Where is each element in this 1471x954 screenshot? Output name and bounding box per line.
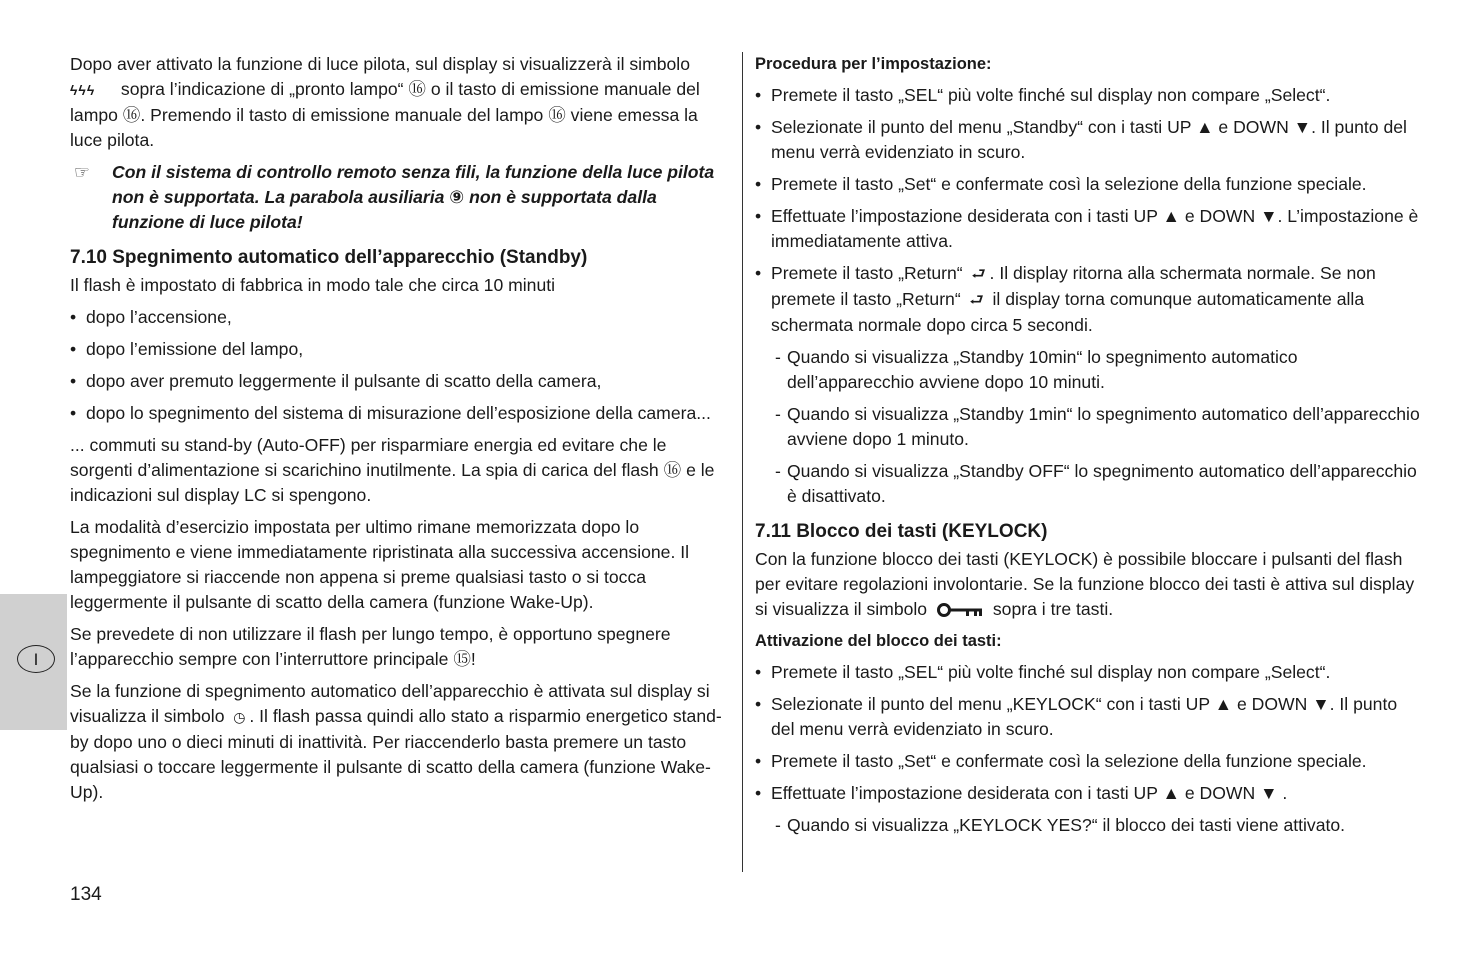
right-column — [755, 52, 1425, 845]
list-item: • Premete il tasto „SEL“ più volte finché sul display non compare „Select“. — [755, 83, 1425, 108]
list-item: - Quando si visualizza „KEYLOCK YES?“ il blocco dei tasti viene attivato. — [755, 813, 1425, 838]
list-item: • Premete il tasto „Set“ e confermate così la selezione della funzione speciale. — [755, 172, 1425, 197]
list-item: • Selezionate il punto del menu „KEYLOCK“ con i tasti UP ▲ e DOWN ▼. Il punto del menu verrà evidenziato in scuro. — [755, 692, 1425, 742]
left-column — [70, 52, 730, 812]
list-item: • Premete il tasto „Set“ e confermate così la selezione della funzione speciale. — [755, 749, 1425, 774]
memory-paragraph: La modalità d’esercizio impostata per ultimo rimane memorizzata dopo lo spegnimento e viene immediatamente ripristinata alla successiva accensione. Il lampeggiatore si riaccende non appena si preme qualsiasi tasto o si tocca leggermente il pulsante di scatto della camera (funzione Wake-Up). — [70, 517, 690, 612]
timer-icon: ◷ — [233, 709, 246, 725]
auto-off-paragraph: ... commuti su stand-by (Auto-OFF) per risparmiare energia ed evitare che le sorgenti d’alimentazione si scarichino inutilmente. La spia di carica del flash ⑯ e le indicazioni sul display LC si spengono. — [70, 435, 715, 505]
note: ☞ Con il sistema di controllo remoto senza fili, la funzione della luce pilota non è supportata. La parabola ausiliaria ⑨ non è supportata dalla funzione di luce pilota! — [74, 162, 715, 232]
list-item: - Quando si visualizza „Standby OFF“ lo spegnimento automatico dell’apparecchio è disattivato. — [755, 459, 1425, 509]
list-item: • dopo l’emissione del lampo, — [70, 337, 730, 362]
section-heading-keylock: 7.11 Blocco dei tasti (KEYLOCK) — [755, 521, 1048, 542]
main-switch-paragraph: Se prevedete di non utilizzare il flash per lungo tempo, è opportuno spegnere l’apparecchio sempre con l’interruttore principale ⑮! — [70, 624, 671, 669]
list-item: • dopo l’accensione, — [70, 305, 730, 330]
modeling-light-paragraph: Dopo aver attivato la funzione di luce pilota, sul display si visualizzerà il simbolo ϟϟϟ sopra l’indicazione di „pronto lampo“ ⑯ o il tasto di emissione manuale del lampo ⑯. Premendo il tasto di emissione manuale del lampo ⑯ viene emessa la luce pilota. — [70, 54, 700, 150]
page-number: 134 — [70, 884, 102, 905]
list-item: • Effettuate l’impostazione desiderata con i tasti UP ▲ e DOWN ▼. L’impostazione è immediatamente attiva. — [755, 204, 1425, 254]
standby-intro: Il flash è impostato di fabbrica in modo tale che circa 10 minuti — [70, 275, 556, 295]
list-item: - Quando si visualizza „Standby 1min“ lo spegnimento automatico dell’apparecchio avviene dopo 1 minuto. — [755, 402, 1425, 452]
pointing-hand-icon: ☞ — [74, 162, 90, 182]
language-tab-label: I — [17, 645, 55, 673]
return-icon: ⮐ — [971, 266, 986, 283]
section-heading-standby: 7.10 Spegnimento automatico dell’apparecchio (Standby) — [70, 247, 588, 268]
list-item: • dopo aver premuto leggermente il pulsante di scatto della camera, — [70, 369, 730, 394]
activation-heading: Attivazione del blocco dei tasti: — [755, 632, 1002, 650]
return-icon: ⮐ — [969, 292, 984, 309]
list-item: • dopo lo spegnimento del sistema di misurazione dell’esposizione della camera... — [70, 401, 730, 426]
list-item: • Premete il tasto „SEL“ più volte finché sul display non compare „Select“. — [755, 660, 1425, 685]
flash-icon: ϟϟϟ — [70, 82, 96, 98]
column-divider — [742, 52, 743, 872]
standby-symbol-paragraph: Se la funzione di spegnimento automatico dell’apparecchio è attivata sul display si visualizza il simbolo ◷ . Il flash passa quindi allo stato a risparmio energetico stand-by dopo uno o dieci minuti di inattività. Per riaccenderlo basta premere un tasto qualsiasi o toccare leggermente il pulsante di scatto della camera (funzione Wake-Up). — [70, 681, 722, 802]
key-icon — [936, 602, 984, 618]
procedure-heading: Procedura per l’impostazione: — [755, 55, 992, 73]
list-item: • Effettuate l’impostazione desiderata con i tasti UP ▲ e DOWN ▼ . — [755, 781, 1425, 806]
list-item: • Selezionate il punto del menu „Standby“ con i tasti UP ▲ e DOWN ▼. Il punto del menu verrà evidenziato in scuro. — [755, 115, 1425, 165]
keylock-intro: Con la funzione blocco dei tasti (KEYLOCK) è possibile bloccare i pulsanti del flash per evitare regolazioni involontarie. Se la funzione blocco dei tasti è attiva sul display si visualizza il simbolo sopra i tre tasti. — [755, 549, 1415, 619]
list-item: - Quando si visualizza „Standby 10min“ lo spegnimento automatico dell’apparecchio avviene dopo 10 minuti. — [755, 345, 1425, 395]
list-item: • Premete il tasto „Return“ ⮐ . Il display ritorna alla schermata normale. Se non premete il tasto „Return“ ⮐ il display torna comunque automaticamente alla schermata normale dopo circa 5 secondi. — [755, 261, 1425, 338]
